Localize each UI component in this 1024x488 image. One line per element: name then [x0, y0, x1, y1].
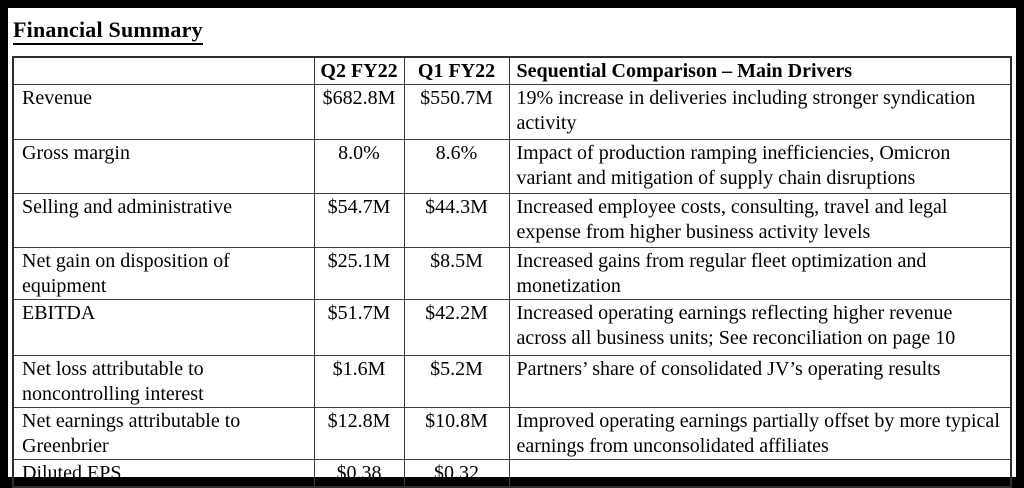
q2-value-cell: $0.38	[314, 460, 404, 488]
table-row-net-earnings-greenbrier	[13, 408, 1011, 460]
document-page	[8, 8, 1016, 484]
q2-value-cell: $1.6M	[314, 356, 404, 408]
q1-value-cell: $10.8M	[404, 408, 509, 460]
q2-value-cell: $25.1M	[314, 248, 404, 300]
table-row-revenue	[13, 85, 1011, 140]
driver-cell: Increased gains from regular fleet optimization and monetization	[509, 248, 1011, 300]
column-header-drivers: Sequential Comparison – Main Drivers	[509, 57, 1011, 85]
q1-value-cell: $0.32	[404, 460, 509, 488]
metric-cell: Diluted EPS	[13, 460, 314, 488]
driver-cell: Impact of production ramping inefficiencies, Omicron variant and mitigation of supply chain disruptions	[509, 140, 1011, 194]
table-row-net-gain-disposition	[13, 248, 1011, 300]
driver-cell: 19% increase in deliveries including stronger syndication activity	[509, 85, 1011, 140]
table-row-ebitda	[13, 300, 1011, 356]
driver-cell: Improved operating earnings partially offset by more typical earnings from unconsolidated affiliates	[509, 408, 1011, 460]
driver-cell	[509, 460, 1011, 488]
q1-value-cell: $42.2M	[404, 300, 509, 356]
metric-cell: Net gain on disposition of equipment	[13, 248, 314, 300]
column-header-q1fy22: Q1 FY22	[404, 57, 509, 85]
metric-cell: EBITDA	[13, 300, 314, 356]
table-row-selling-admin	[13, 194, 1011, 248]
q2-value-cell: $54.7M	[314, 194, 404, 248]
column-header-metric	[13, 57, 314, 85]
q1-value-cell: $550.7M	[404, 85, 509, 140]
metric-cell: Gross margin	[13, 140, 314, 194]
table-row-gross-margin	[13, 140, 1011, 194]
page-title: Financial Summary	[13, 17, 203, 43]
table-row-net-loss-noncontrolling	[13, 356, 1011, 408]
q2-value-cell: $682.8M	[314, 85, 404, 140]
metric-cell: Selling and administrative	[13, 194, 314, 248]
q1-value-cell: $5.2M	[404, 356, 509, 408]
metric-cell: Net loss attributable to noncontrolling interest	[13, 356, 314, 408]
column-header-q2fy22: Q2 FY22	[314, 57, 404, 85]
driver-cell: Increased operating earnings reflecting higher revenue across all business units; See reconciliation on page 10	[509, 300, 1011, 356]
q1-value-cell: $44.3M	[404, 194, 509, 248]
q1-value-cell: $8.5M	[404, 248, 509, 300]
driver-cell: Partners’ share of consolidated JV’s operating results	[509, 356, 1011, 408]
financial-summary-table	[12, 56, 1012, 488]
q1-value-cell: 8.6%	[404, 140, 509, 194]
q2-value-cell: $12.8M	[314, 408, 404, 460]
metric-cell: Revenue	[13, 85, 314, 140]
driver-cell: Increased employee costs, consulting, travel and legal expense from higher business activity levels	[509, 194, 1011, 248]
q2-value-cell: 8.0%	[314, 140, 404, 194]
metric-cell: Net earnings attributable to Greenbrier	[13, 408, 314, 460]
table-row-diluted-eps	[13, 460, 1011, 488]
q2-value-cell: $51.7M	[314, 300, 404, 356]
table-header-row	[13, 57, 1011, 85]
